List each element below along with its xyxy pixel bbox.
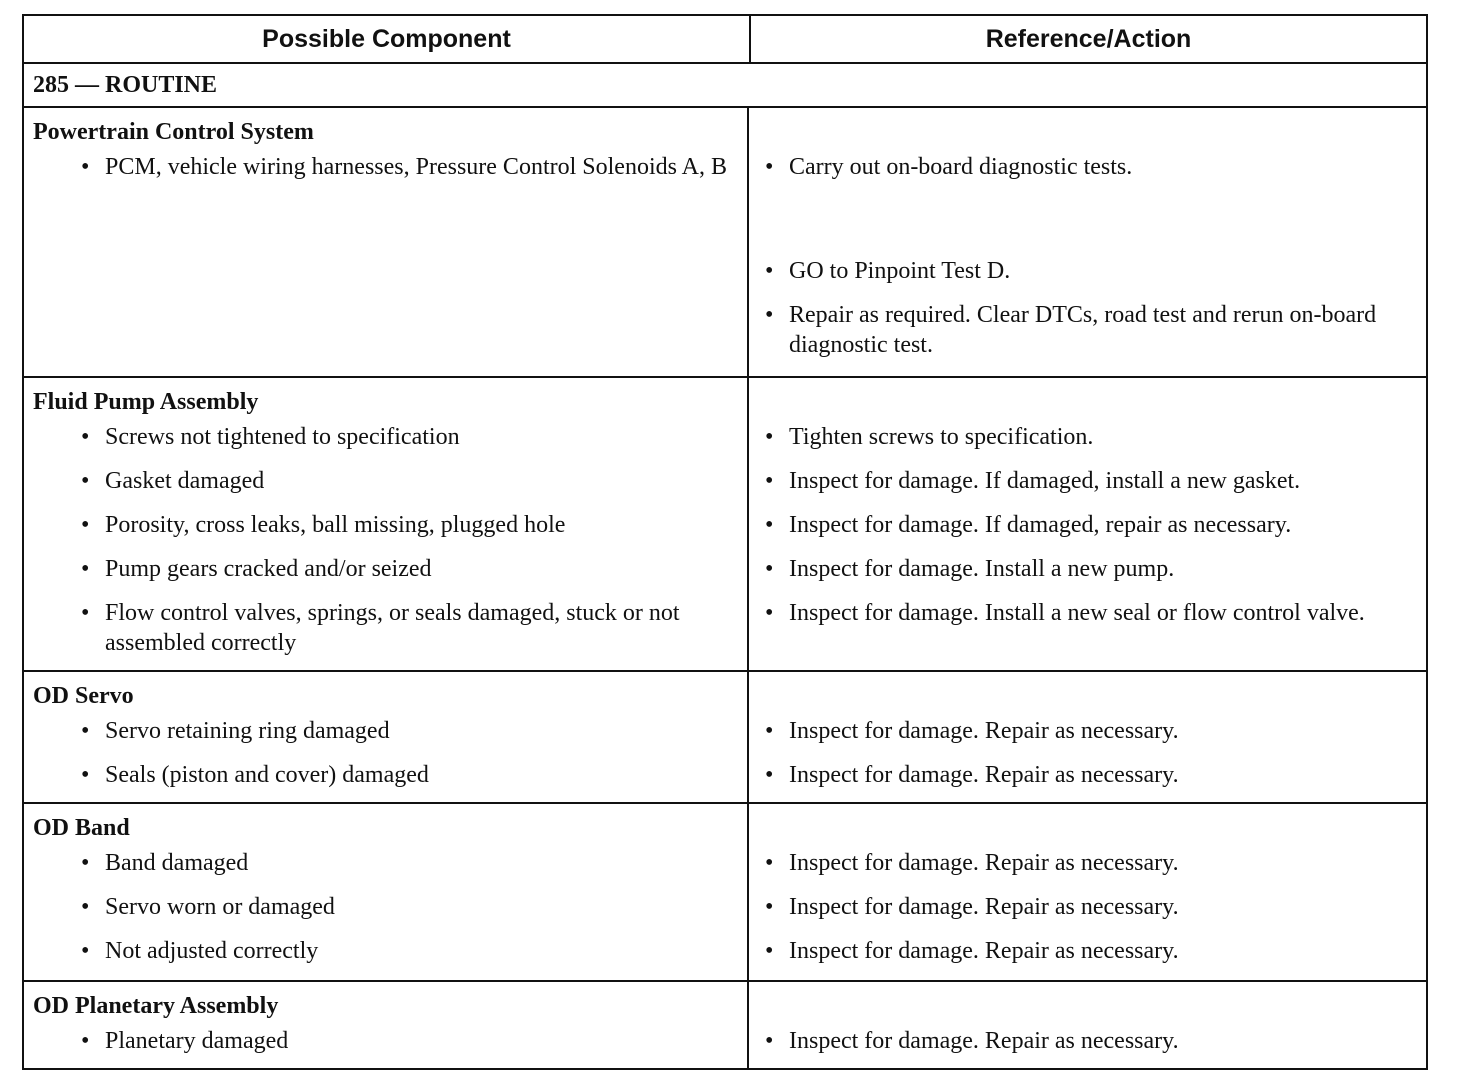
section-title: OD Band — [33, 815, 130, 841]
component-item: • Screws not tightened to specification — [81, 424, 460, 450]
action-item: • Inspect for damage. Install a new pump. — [765, 556, 1175, 582]
component-item: • Gasket damaged — [81, 468, 265, 494]
table-header — [24, 16, 1426, 64]
action-item: • Inspect for damage. Repair as necessary. — [765, 894, 1179, 920]
action-item: • Inspect for damage. Repair as necessary. — [765, 850, 1179, 876]
component-item: • Planetary damaged — [81, 1028, 289, 1054]
section-title: OD Planetary Assembly — [33, 993, 279, 1019]
action-item: • Repair as required. Clear DTCs, road test and rerun on-board diagnostic test. — [765, 302, 1377, 358]
section-title: Fluid Pump Assembly — [33, 389, 259, 415]
action-item: • Tighten screws to specification. — [765, 424, 1094, 450]
section-powertrain-control-system — [24, 108, 1426, 378]
component-item: • Servo retaining ring damaged — [81, 718, 390, 744]
action-item: • Inspect for damage. Repair as necessary. — [765, 938, 1179, 964]
action-item: • Inspect for damage. If damaged, install a new gasket. — [765, 468, 1301, 494]
section-fluid-pump-assembly — [24, 378, 1426, 672]
section-title: OD Servo — [33, 683, 134, 709]
action-item: • Inspect for damage. If damaged, repair as necessary. — [765, 512, 1292, 538]
component-item: • Pump gears cracked and/or seized — [81, 556, 432, 582]
header-possible-component: Possible Component — [24, 16, 751, 62]
component-item: • Servo worn or damaged — [81, 894, 335, 920]
section-od-planetary-assembly — [24, 982, 1426, 1068]
action-item: • Inspect for damage. Repair as necessary. — [765, 762, 1179, 788]
action-item: • Inspect for damage. Install a new seal or flow control valve. — [765, 600, 1365, 626]
diagnostic-table — [22, 14, 1428, 1070]
component-item: • PCM, vehicle wiring harnesses, Pressure Control Solenoids A, B — [81, 154, 727, 180]
action-item: • Carry out on-board diagnostic tests. — [765, 154, 1133, 180]
component-item: • Porosity, cross leaks, ball missing, plugged hole — [81, 512, 566, 538]
header-reference-action: Reference/Action — [985, 24, 1192, 53]
routine-title: 285 — ROUTINE — [24, 64, 1426, 108]
action-item: • GO to Pinpoint Test D. — [765, 258, 1011, 284]
component-item: • Seals (piston and cover) damaged — [81, 762, 429, 788]
action-item: • Inspect for damage. Repair as necessary. — [765, 1028, 1179, 1054]
component-item: • Not adjusted correctly — [81, 938, 319, 964]
component-item: • Band damaged — [81, 850, 249, 876]
section-od-band — [24, 804, 1426, 982]
section-title: Powertrain Control System — [33, 119, 314, 145]
action-item: • Inspect for damage. Repair as necessary. — [765, 718, 1179, 744]
section-od-servo — [24, 672, 1426, 804]
component-item: • Flow control valves, springs, or seals damaged, stuck or not assembled correctly — [81, 600, 680, 656]
